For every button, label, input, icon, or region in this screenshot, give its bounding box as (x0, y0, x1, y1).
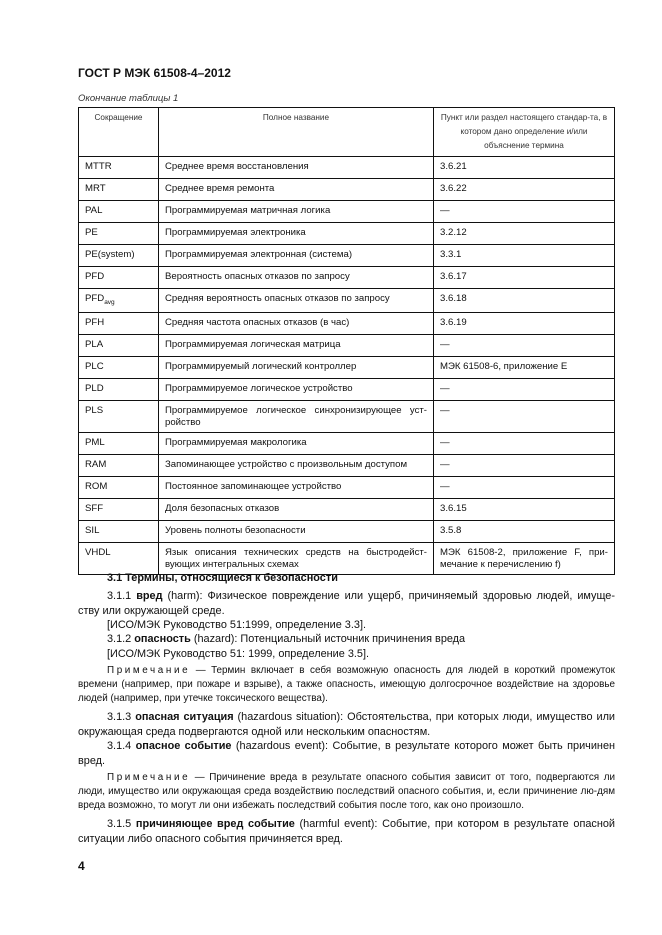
cell-name: Программируемая электронная (система) (159, 245, 434, 267)
table-row (79, 223, 615, 245)
term: опасность (134, 633, 191, 645)
table-row (79, 245, 615, 267)
cell-abbr (79, 157, 159, 179)
note-label: Примечание (107, 665, 191, 676)
note-2 (78, 771, 615, 813)
cell-abbr (79, 454, 159, 476)
cell-ref: 3.6.22 (434, 179, 615, 201)
term-3-1-4 (78, 739, 615, 768)
cell-ref: — (434, 334, 615, 356)
cell-name: Программируемая логическая матрица (159, 334, 434, 356)
cell-name: Постоянное запоминающее устройство (159, 476, 434, 498)
cell-name: Уровень полноты безопасности (159, 520, 434, 542)
cell-ref: 3.3.1 (434, 245, 615, 267)
abbr-text: PFD (85, 271, 105, 282)
table-caption: Окончание таблицы 1 (78, 93, 179, 104)
table-row (79, 542, 615, 574)
cell-ref: — (434, 432, 615, 454)
table-row (79, 312, 615, 334)
cell-abbr (79, 542, 159, 574)
note-text: — Причинение вреда в результате опасного события зависит от того, подвергаются ли люди, имущество или окружающая среда воздействию последствий опасного события, и, если причинение лю-дям вреда возможно, то могут ли они избежать последствий события после того, как оно произошло. (78, 772, 615, 811)
page-number: 4 (78, 859, 85, 873)
table-row (79, 356, 615, 378)
term-3-1-2 (78, 632, 615, 647)
column-header-abbr: Сокращение (79, 108, 159, 157)
cell-ref: 3.5.8 (434, 520, 615, 542)
cell-abbr (79, 498, 159, 520)
table-row (79, 378, 615, 400)
abbr-text: RAM (85, 458, 107, 470)
cell-name: Вероятность опасных отказов по запросу (159, 267, 434, 289)
abbr-text: PLA (85, 338, 104, 350)
cell-ref: МЭК 61508-2, приложение F, при-мечание к перечислению f) (434, 542, 615, 574)
cell-name: Программируемая макрологика (159, 432, 434, 454)
cell-abbr (79, 356, 159, 378)
term-3-1-5 (78, 817, 615, 846)
term-3-1-1 (78, 589, 615, 618)
table-row (79, 476, 615, 498)
cell-abbr (79, 432, 159, 454)
section-title: 3.1 Термины, относящиеся к безопасности (107, 572, 338, 584)
table-header-row (79, 108, 615, 157)
column-header-ref: Пункт или раздел настоящего стандар-та, в котором дано определение и/или объяснение термина (434, 108, 615, 157)
cell-name: Среднее время восстановления (159, 157, 434, 179)
cell-ref: — (434, 400, 615, 432)
cell-abbr (79, 520, 159, 542)
document-header: ГОСТ Р МЭК 61508-4–2012 (78, 66, 231, 80)
term-number: 3.1.4 (107, 740, 132, 752)
cell-ref: — (434, 378, 615, 400)
cell-ref: 3.6.15 (434, 498, 615, 520)
abbr-text: PFH (85, 316, 105, 328)
cell-name: Программируемое логическое синхронизирующее уст-ройство (159, 400, 434, 432)
note-text: — Термин включает в себя возможную опасность для людей в короткий промежуток времени (например, при пожаре и взрыве), а также опасность, имеющую долгосрочное воздействие на здоровье людей (например, при утечке токсического вещества). (78, 665, 615, 704)
table-row (79, 201, 615, 223)
abbr-text: MRT (85, 183, 106, 194)
cell-abbr (79, 334, 159, 356)
cell-abbr (79, 245, 159, 267)
term: вред (136, 590, 163, 602)
cell-ref: — (434, 476, 615, 498)
cell-abbr (79, 312, 159, 334)
cell-ref: 3.6.21 (434, 157, 615, 179)
cell-name: Средняя частота опасных отказов (в час) (159, 312, 434, 334)
table-row (79, 157, 615, 179)
cell-name: Язык описания технических средств на быстродейст-вующих интегральных схемах (159, 542, 434, 574)
table-row (79, 454, 615, 476)
cell-name: Программируемый логический контроллер (159, 356, 434, 378)
cell-abbr (79, 476, 159, 498)
cell-ref: 3.6.18 (434, 289, 615, 313)
abbr-text: ROM (85, 480, 108, 492)
term: причиняющее вред событие (135, 818, 295, 830)
note-1 (78, 664, 615, 706)
abbr-subscript: avg (104, 298, 115, 306)
abbr-text: PFD (85, 293, 105, 304)
cell-ref: — (434, 454, 615, 476)
abbr-text: PML (85, 436, 105, 448)
cell-ref: 3.2.12 (434, 223, 615, 245)
cell-ref: — (434, 201, 615, 223)
abbr-text: VHDL (85, 546, 111, 558)
cell-abbr (79, 223, 159, 245)
cell-name: Среднее время ремонта (159, 179, 434, 201)
abbr-text: PLS (85, 404, 104, 416)
abbr-text: PE(system) (85, 249, 135, 260)
table-row (79, 520, 615, 542)
source-3-1-1: [ИСО/МЭК Руководство 51:1999, определение 3.3]. (107, 619, 366, 631)
source-3-1-2: [ИСО/МЭК Руководство 51: 1999, определение 3.5]. (107, 648, 370, 660)
term-number: 3.1.1 (107, 590, 132, 602)
table-row (79, 400, 615, 432)
cell-abbr (79, 378, 159, 400)
note-label: Примечание (107, 772, 191, 783)
cell-ref: 3.6.17 (434, 267, 615, 289)
abbr-text: PAL (85, 205, 103, 216)
abbr-text: SFF (85, 502, 104, 514)
abbr-text: PLD (85, 382, 104, 394)
term: опасное событие (135, 740, 232, 752)
table-row (79, 498, 615, 520)
term-3-1-3 (78, 710, 615, 739)
cell-name: Средняя вероятность опасных отказов по запросу (159, 289, 434, 313)
cell-name: Программируемая матричная логика (159, 201, 434, 223)
term-definition: (hazardous situation): Обстоятельства, при которых люди, имущество или окружающая среда подвергаются одной или нескольким опасностям. (78, 711, 616, 738)
cell-name: Программируемая электроника (159, 223, 434, 245)
cell-ref: 3.6.19 (434, 312, 615, 334)
table-row (79, 432, 615, 454)
abbr-text: SIL (85, 524, 100, 536)
term-definition: (harm): Физическое повреждение или ущерб, причиняемый здоровью людей, имуще-ству или окружающей среде. (78, 590, 615, 617)
abbr-text: PLC (85, 360, 104, 372)
abbr-text: MTTR (85, 161, 112, 172)
abbreviations-table (78, 107, 615, 575)
table-row (79, 289, 615, 313)
cell-name: Доля безопасных отказов (159, 498, 434, 520)
cell-name: Запоминающее устройство с произвольным доступом (159, 454, 434, 476)
term-definition: (hazard): Потенциальный источник причинения вреда (190, 633, 466, 645)
term: опасная ситуация (135, 711, 234, 723)
table-row (79, 334, 615, 356)
term-number: 3.1.2 (107, 633, 132, 645)
table-row (79, 179, 615, 201)
column-header-name: Полное название (159, 108, 434, 157)
cell-abbr (79, 267, 159, 289)
cell-name: Программируемое логическое устройство (159, 378, 434, 400)
cell-abbr (79, 289, 159, 313)
table-row (79, 267, 615, 289)
cell-ref: МЭК 61508-6, приложение E (434, 356, 615, 378)
cell-abbr (79, 400, 159, 432)
term-number: 3.1.5 (107, 818, 132, 830)
term-number: 3.1.3 (107, 711, 132, 723)
cell-abbr (79, 201, 159, 223)
term-definition: (hazardous event): Событие, в результате которого может быть причинен вред. (78, 740, 616, 767)
abbr-text: PE (85, 227, 98, 238)
cell-abbr (79, 179, 159, 201)
term-definition: (harmful event): Событие, при котором в результате опасной ситуации либо опасного события причиняется вред. (78, 818, 616, 845)
